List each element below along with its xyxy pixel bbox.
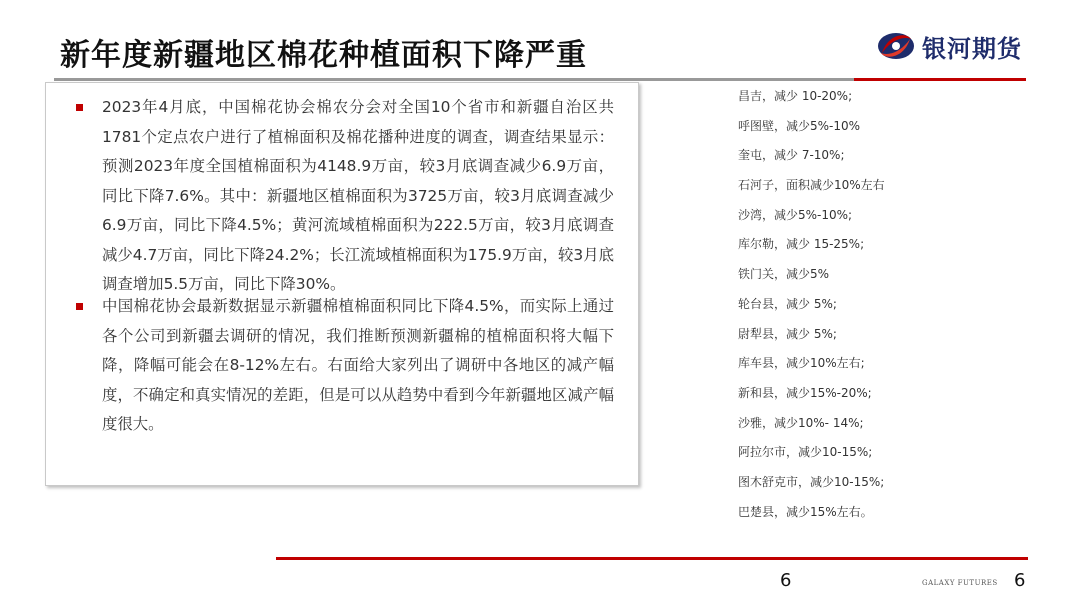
brand-name: 银河期货 xyxy=(922,34,1022,63)
content-box xyxy=(45,82,639,486)
list-item: 呼图壁，减少5%-10% xyxy=(738,118,861,133)
header-divider xyxy=(54,78,1026,81)
footer-divider xyxy=(276,557,1028,560)
paragraph-text: 2023年4月底，中国棉花协会棉农分会对全国10个省市和新疆自治区共1781个定点农户进行了植棉面积及棉花播种进度的调查，调查结果显示：预测2023年度全国植棉面积为4148.9万亩，较3月底调查减少6.9万亩，同比下降7.6%。其中：新疆地区植棉面积为3725万亩，较3月底调查减少6.9万亩，同比下降4.5%；黄河流域植棉面积为222.5万亩，较3月底调查减少4.7万亩，同比下降24.2%；长江流域植棉面积为175.9万亩，较3月底调查增加5.5万亩，同比下降30%。 xyxy=(102,98,614,293)
galaxy-logo-icon xyxy=(876,26,916,66)
list-item: 新和县，减少15%-20%; xyxy=(738,385,872,400)
list-item: 沙湾，减少5%-10%; xyxy=(738,207,853,222)
paragraph-survey xyxy=(102,93,614,300)
list-item: 库尔勒，减少 15-25%; xyxy=(738,237,865,252)
list-item: 石河子，面积减少10%左右 xyxy=(738,178,885,193)
bullet-icon xyxy=(76,303,83,310)
page-title: 新年度新疆地区棉花种植面积下降严重 xyxy=(60,38,587,73)
list-item: 轮台县，减少 5%; xyxy=(738,296,837,311)
list-item: 铁门关，减少5% xyxy=(738,267,830,282)
brand-logo xyxy=(876,26,1022,66)
footer-brand: GALAXY FUTURES xyxy=(922,579,998,587)
list-item: 图木舒克市，减少10-15%; xyxy=(738,474,885,489)
list-item: 库车县，减少10%左右; xyxy=(738,356,865,371)
region-reduction-list xyxy=(738,86,885,531)
list-item: 昌吉，减少 10-20%; xyxy=(738,89,853,103)
bullet-icon xyxy=(76,104,83,111)
list-item: 奎屯，减少 7-10%; xyxy=(738,148,845,163)
paragraph-analysis xyxy=(102,292,614,440)
paragraph-text: 中国棉花协会最新数据显示新疆棉植棉面积同比下降4.5%，而实际上通过各个公司到新疆去调研的情况，我们推断预测新疆棉的植棉面积将大幅下降，降幅可能会在8-12%左右。右面给大家列出了调研中各地区的减产幅度，不确定和真实情况的差距，但是可以从趋势中看到今年新疆地区减产幅度很大。 xyxy=(102,297,614,433)
page-number: 6 xyxy=(780,570,792,591)
list-item: 尉犁县，减少 5%; xyxy=(738,326,837,341)
list-item: 巴楚县，减少15%左右。 xyxy=(738,504,873,519)
list-item: 沙雅，减少10%- 14%; xyxy=(738,415,864,430)
footer-page-number: 6 xyxy=(1014,570,1026,591)
list-item: 阿拉尔市，减少10-15%; xyxy=(738,445,873,460)
